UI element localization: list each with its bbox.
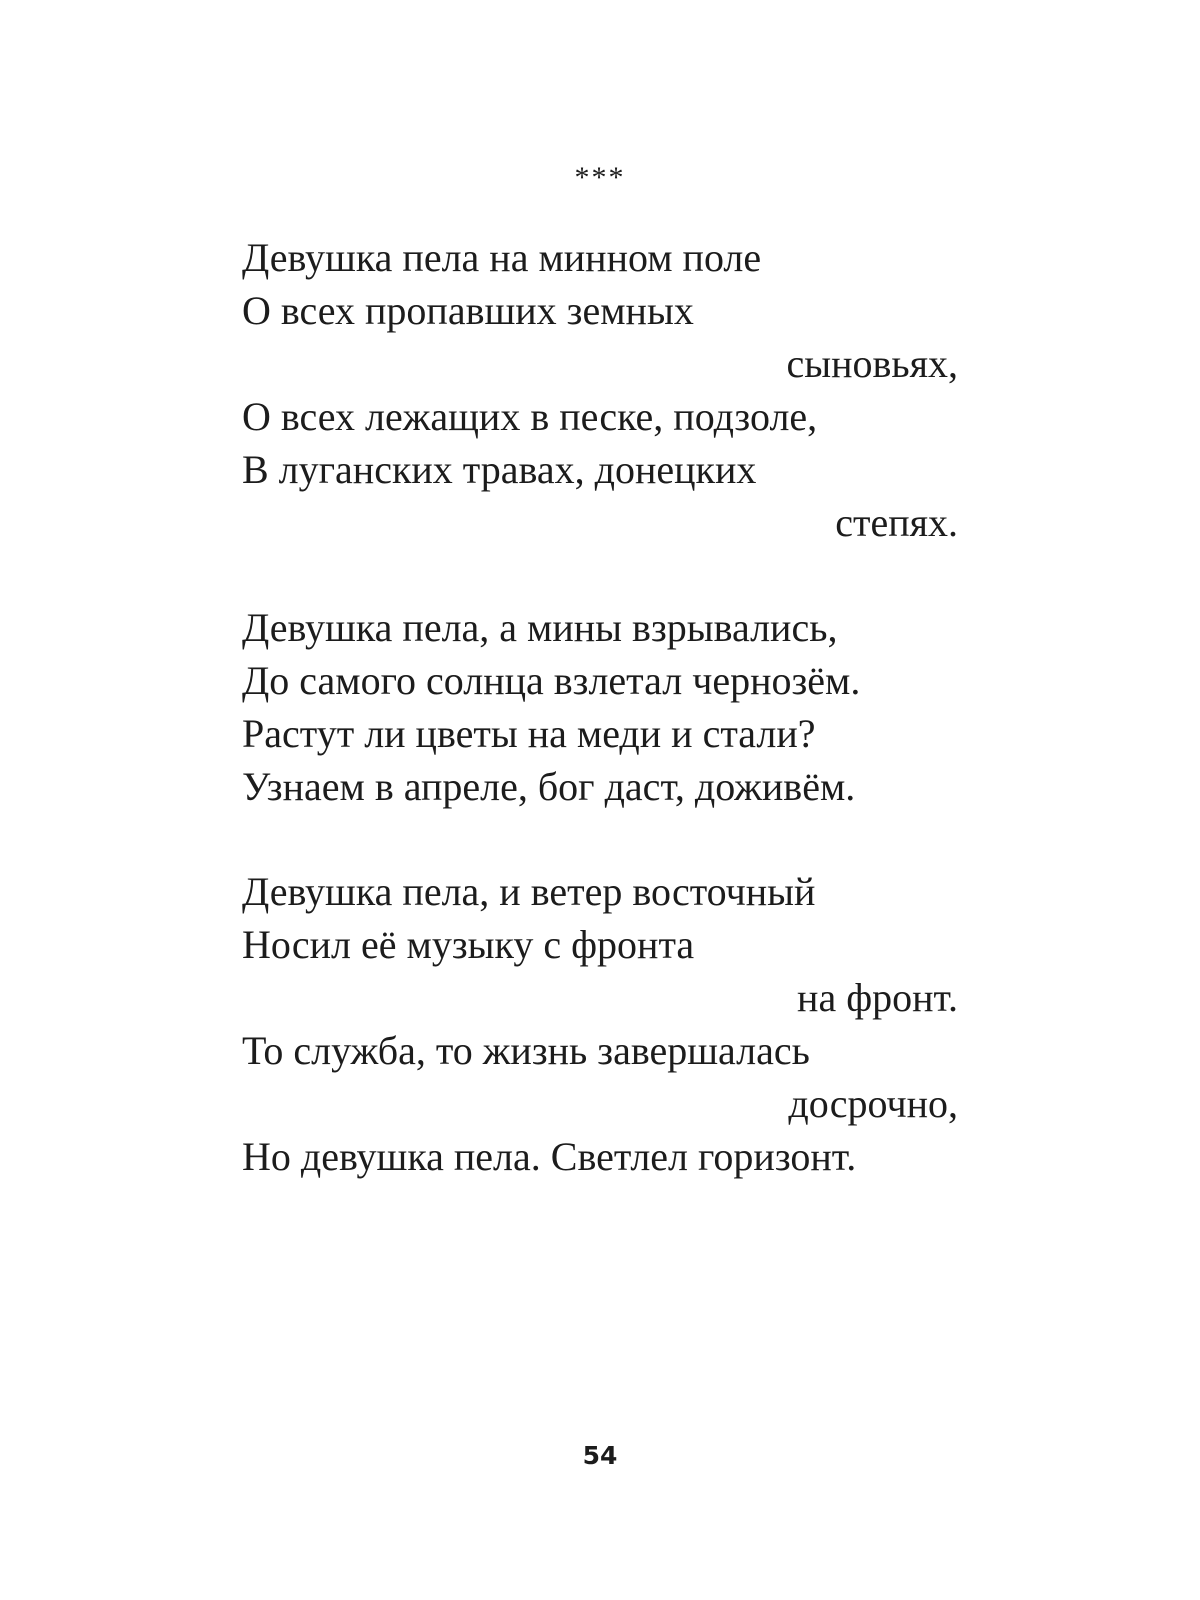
poem-line: Носил её музыку с фронта [242, 922, 695, 967]
stanza-1 [242, 231, 958, 549]
poem-line-continuation: сыновьях, [786, 341, 958, 386]
section-ornament: *** [574, 161, 626, 194]
poem-line: До самого солнца взлетал чернозём. [242, 658, 861, 703]
poem-line-continuation: степях. [835, 500, 958, 545]
poem-line-continuation: на фронт. [797, 975, 958, 1020]
page-number: 54 [582, 1441, 618, 1470]
poem-line: В луганских травах, донецких [242, 447, 757, 492]
stanza-2 [242, 601, 958, 813]
poem-line: Растут ли цветы на меди и стали? [242, 711, 816, 756]
poem-line: То служба, то жизнь завершалась [242, 1028, 810, 1073]
poem-line: Девушка пела, а мины взрывались, [242, 605, 838, 650]
poem-line: Узнаем в апреле, бог даст, доживём. [242, 764, 856, 809]
poem-line: Девушка пела на минном поле [242, 235, 762, 280]
poem-line-continuation: досрочно, [788, 1081, 958, 1126]
poem-line: Девушка пела, и ветер восточный [242, 869, 816, 914]
poem-line: О всех лежащих в песке, подзоле, [242, 394, 818, 439]
stanza-3 [242, 865, 958, 1183]
poem-line: Но девушка пела. Светлел горизонт. [242, 1134, 857, 1179]
poem [242, 231, 958, 1235]
poem-line: О всех пропавших земных [242, 288, 694, 333]
